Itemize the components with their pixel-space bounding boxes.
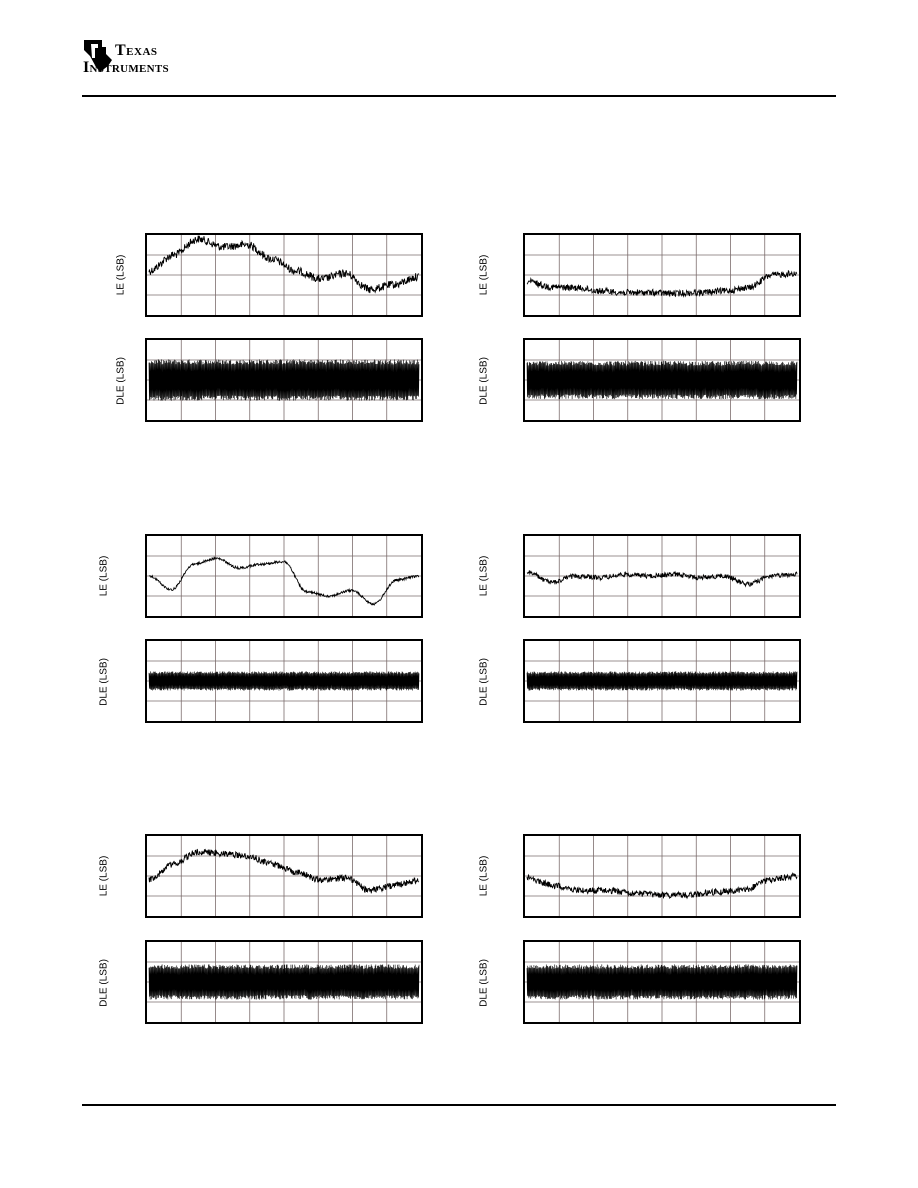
ti-logo-icon <box>82 38 197 74</box>
r1-left-le-plot <box>145 233 423 317</box>
footer-rule <box>82 1104 836 1106</box>
axis-label-text: LE (LSB) <box>98 555 110 597</box>
axis-label-text: DLE (LSB) <box>115 357 127 405</box>
r1-left-le-graph <box>147 235 421 315</box>
axis-label-text: DLE (LSB) <box>98 658 110 706</box>
r2-left-le-plot <box>145 534 423 618</box>
axis-label-text: LE (LSB) <box>115 254 127 296</box>
axis-label-text: DLE (LSB) <box>478 357 490 405</box>
r2-left-le-graph <box>147 536 421 616</box>
r3-right-le-graph <box>525 836 799 916</box>
r1-right-le-plot <box>523 233 801 317</box>
r3-left-dle-plot <box>145 940 423 1024</box>
axis-label-text: LE (LSB) <box>478 855 490 897</box>
brand-line-1: Texas <box>115 42 158 59</box>
axis-label-text: LE (LSB) <box>478 555 490 597</box>
axis-label-text: DLE (LSB) <box>98 959 110 1007</box>
r2-right-le-plot <box>523 534 801 618</box>
r2-right-le-graph <box>525 536 799 616</box>
axis-label-text: LE (LSB) <box>98 855 110 897</box>
axis-label-text: LE (LSB) <box>478 254 490 296</box>
r2-right-dle-plot <box>523 639 801 723</box>
r1-left-dle-graph <box>147 340 421 420</box>
r1-left-dle-plot <box>145 338 423 422</box>
axis-label-text: DLE (LSB) <box>478 959 490 1007</box>
r2-right-dle-graph <box>525 641 799 721</box>
r2-left-dle-graph <box>147 641 421 721</box>
r3-right-le-plot <box>523 834 801 918</box>
axis-label-text: DLE (LSB) <box>478 658 490 706</box>
r1-right-dle-plot <box>523 338 801 422</box>
r2-left-dle-plot <box>145 639 423 723</box>
r3-left-dle-graph <box>147 942 421 1022</box>
r3-left-le-graph <box>147 836 421 916</box>
r1-right-dle-graph <box>525 340 799 420</box>
r1-right-le-graph <box>525 235 799 315</box>
brand-line-2: Instruments <box>83 59 169 74</box>
header-rule <box>82 95 836 97</box>
r3-right-dle-graph <box>525 942 799 1022</box>
r3-right-dle-plot <box>523 940 801 1024</box>
r3-left-le-plot <box>145 834 423 918</box>
